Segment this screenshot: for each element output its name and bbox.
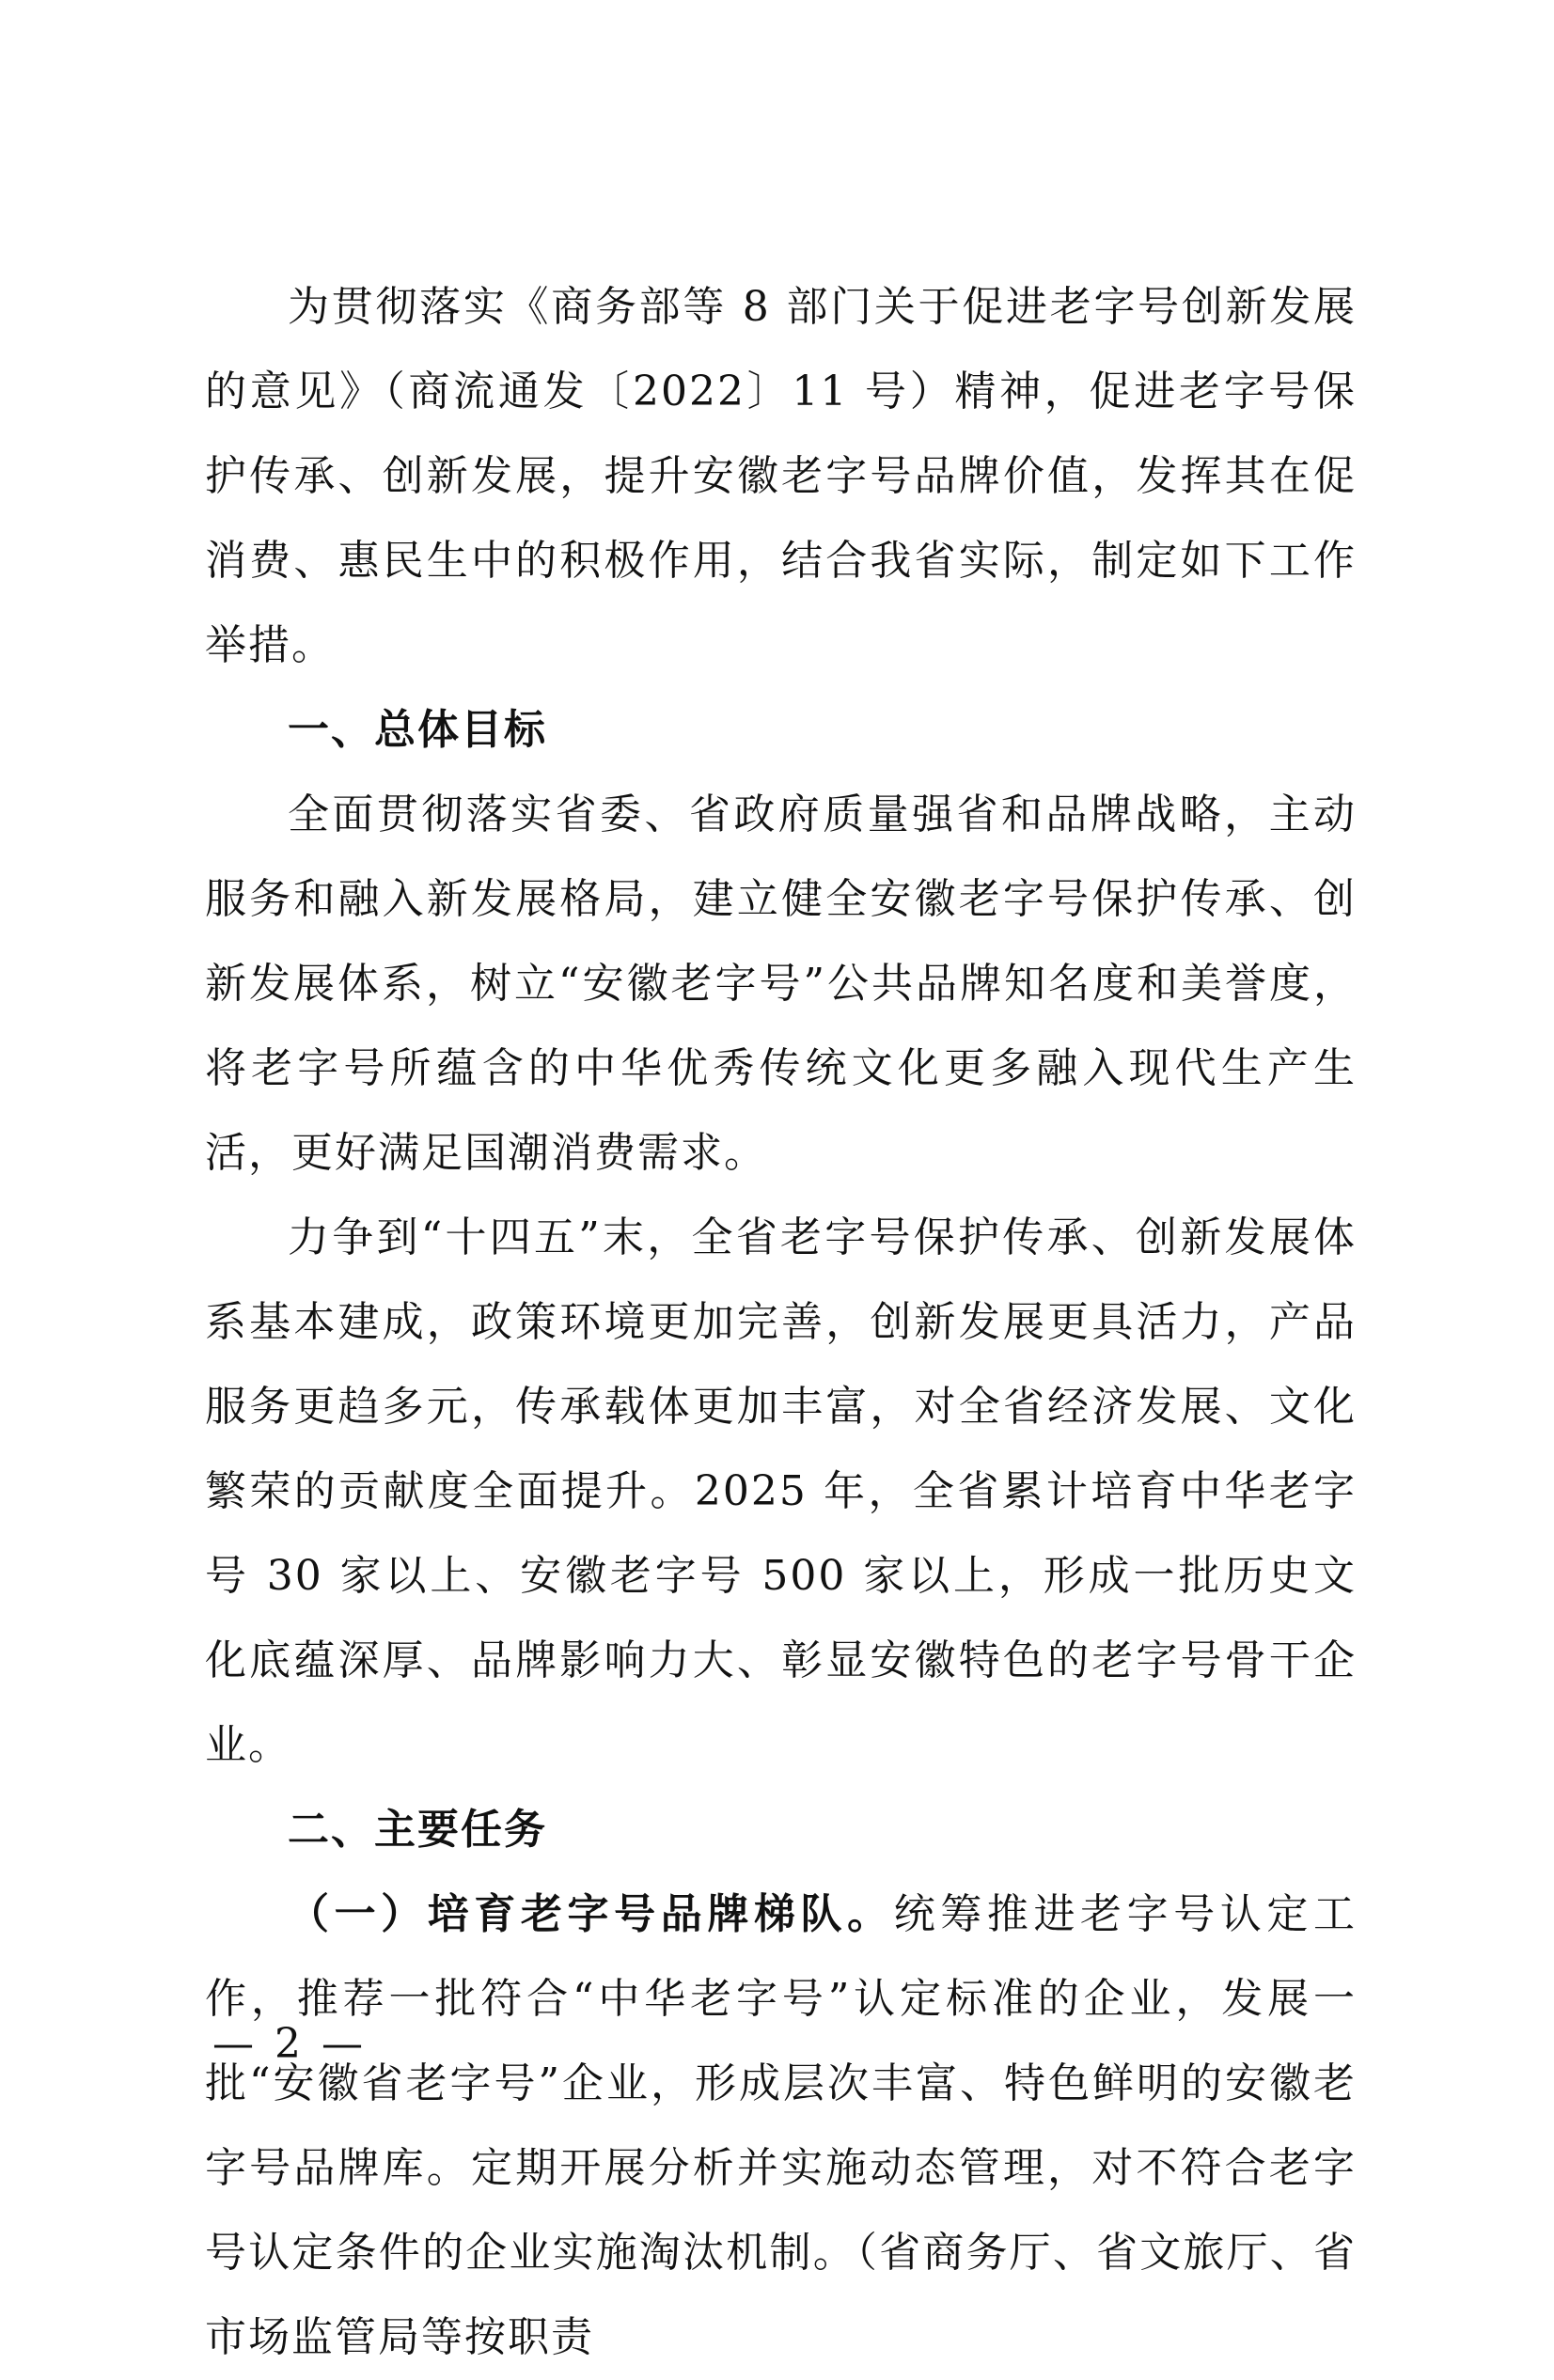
- document-body: [205, 265, 1357, 2380]
- task-item-1-lead: （一）培育老字号品牌梯队。: [288, 1890, 894, 1938]
- goals-paragraph-2: 力争到“十四五”末，全省老字号保护传承、创新发展体系基本建成，政策环境更加完善，创新发展更具活力，产品服务更趋多元，传承载体更加丰富，对全省经济发展、文化繁荣的贡献度全面提升。2025 年，全省累计培育中华老字号 30 家以上、安徽老字号 500 家以上，形成一批历史文化底蕴深厚、品牌影响力大、彰显安徽特色的老字号骨干企业。: [205, 1213, 1357, 1769]
- goals-paragraph-1: 全面贯彻落实省委、省政府质量强省和品牌战略，主动服务和融入新发展格局，建立健全安徽老字号保护传承、创新发展体系，树立“安徽老字号”公共品牌知名度和美誉度，将老字号所蕴含的中华优秀传统文化更多融入现代生产生活，更好满足国潮消费需求。: [205, 791, 1357, 1177]
- section-heading-main-tasks: 二、主要任务: [288, 1806, 547, 1854]
- page-number: — 2 —: [212, 2020, 367, 2068]
- section-heading-overall-goals: 一、总体目标: [288, 706, 547, 754]
- task-item-1: [205, 1872, 1357, 2380]
- intro-paragraph: 为贯彻落实《商务部等 8 部门关于促进老字号创新发展的意见》（商流通发〔2022〕11 号）精神，促进老字号保护传承、创新发展，提升安徽老字号品牌价值，发挥其在促消费、惠民生中的积极作用，结合我省实际，制定如下工作举措。: [205, 283, 1357, 669]
- task-item-1-text: 统筹推进老字号认定工作，推荐一批符合“中华老字号”认定标准的企业，发展一批“安徽省老字号”企业，形成层次丰富、特色鲜明的安徽老字号品牌库。定期开展分析并实施动态管理，对不符合老字号认定条件的企业实施淘汰机制。（省商务厅、省文旅厅、省市场监管局等按职责: [205, 1890, 1358, 2361]
